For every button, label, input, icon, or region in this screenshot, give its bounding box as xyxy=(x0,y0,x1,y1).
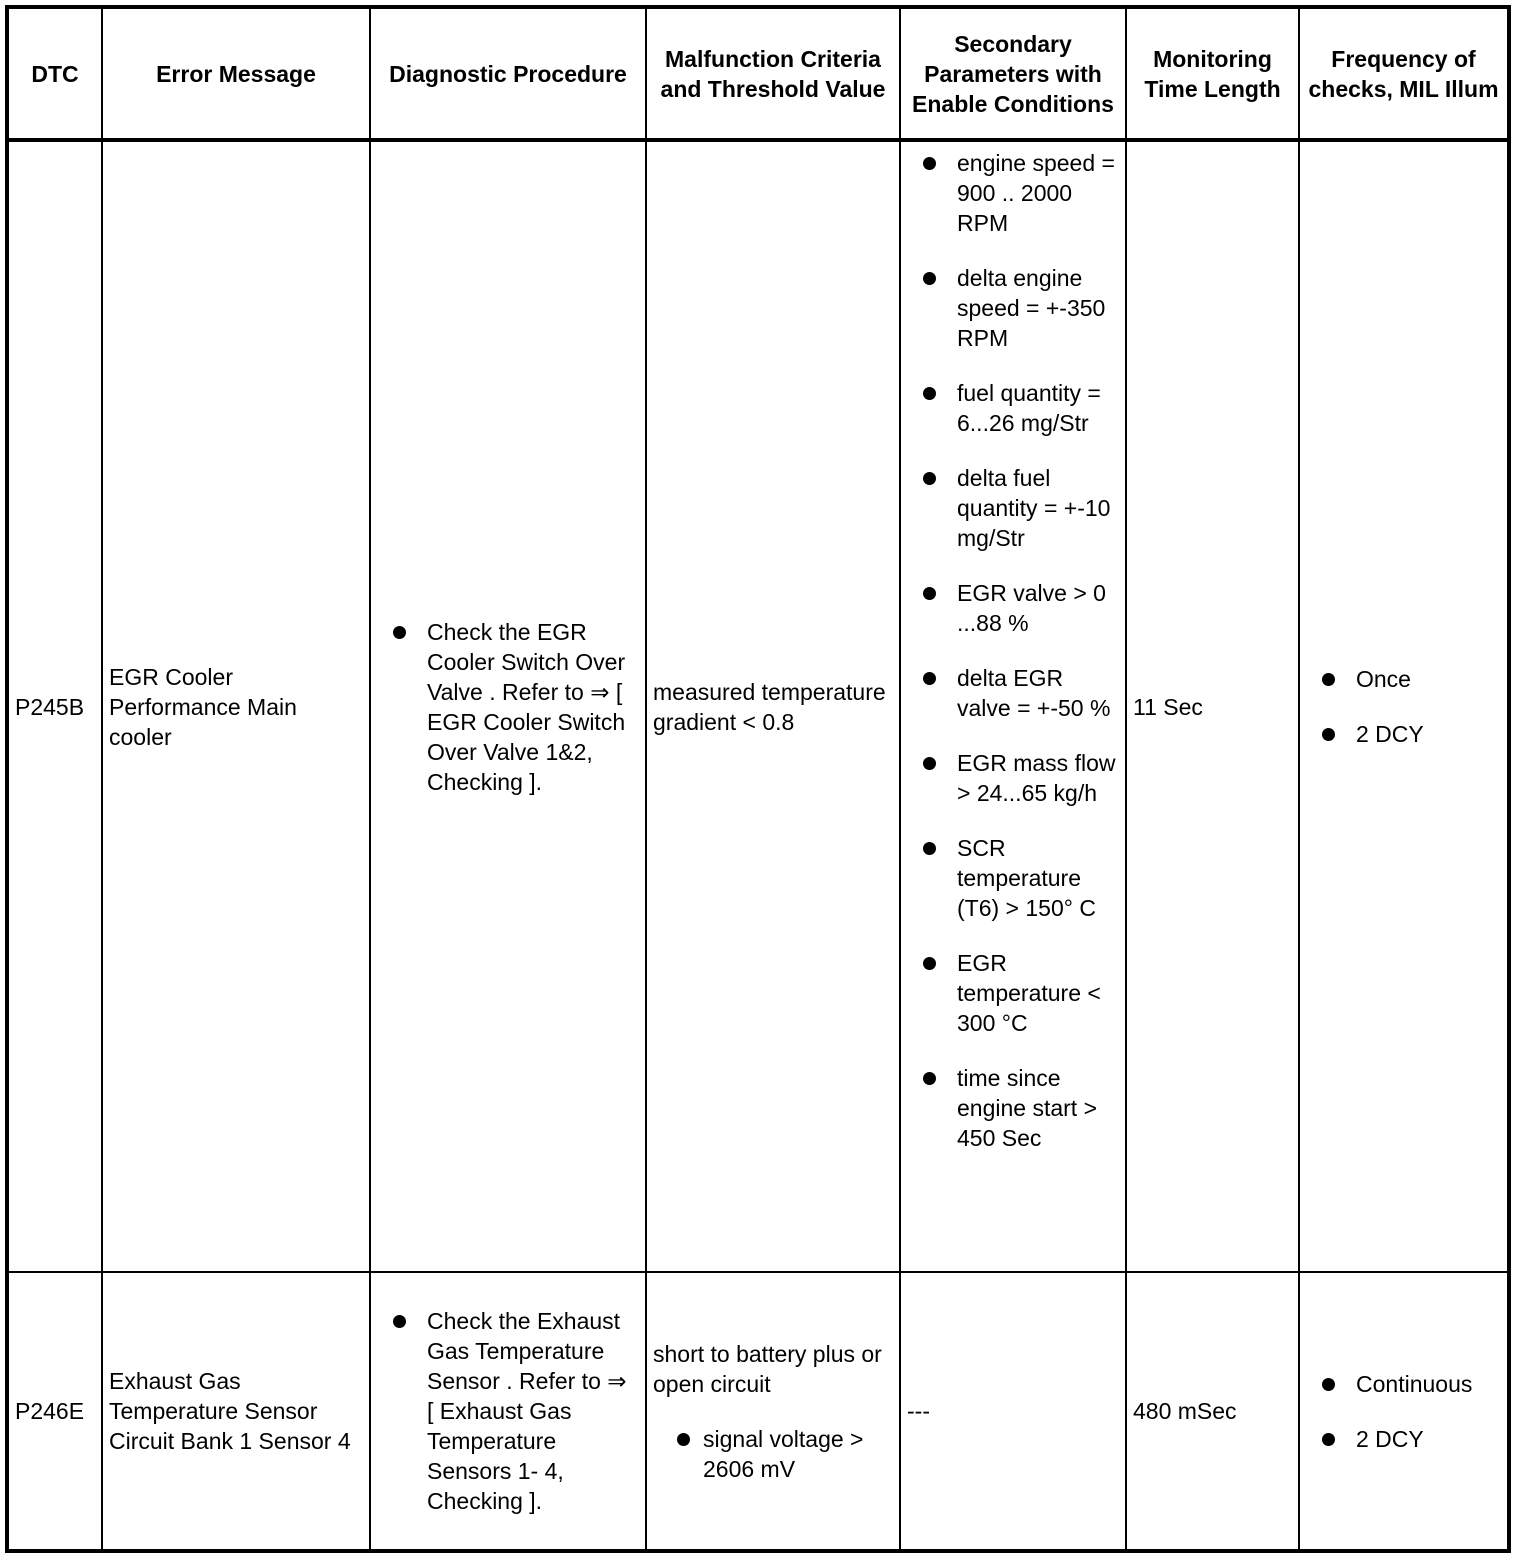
list-item xyxy=(1306,1369,1501,1399)
list-item xyxy=(907,378,1123,438)
procedure-list xyxy=(377,1306,639,1516)
diagnostic-procedure xyxy=(370,140,646,1272)
parameter-text: SCR temperature (T6) > 150° C xyxy=(957,835,1096,921)
parameter-list xyxy=(907,148,1123,1153)
bullet-icon xyxy=(923,957,936,970)
table-row xyxy=(7,1272,1509,1551)
malfunction-criteria xyxy=(646,140,900,1272)
bullet-icon xyxy=(1322,1433,1335,1446)
list-item xyxy=(377,617,639,797)
parameter-text: EGR temperature < 300 °C xyxy=(957,950,1101,1036)
bullet-icon xyxy=(393,1315,406,1328)
frequency-list xyxy=(1306,1369,1501,1454)
list-item xyxy=(377,1306,639,1516)
bullet-icon xyxy=(1322,728,1335,741)
bullet-icon xyxy=(923,1072,936,1085)
list-item xyxy=(907,1063,1123,1153)
bullet-icon xyxy=(923,842,936,855)
header-diagnostic-procedure: Diagnostic Procedure xyxy=(370,7,646,140)
parameter-text: delta engine speed = +-350 RPM xyxy=(957,265,1106,351)
secondary-parameters xyxy=(900,140,1126,1272)
bullet-icon xyxy=(923,672,936,685)
frequency-text: 2 DCY xyxy=(1356,721,1424,747)
secondary-parameters: --- xyxy=(900,1272,1126,1551)
criteria-bullet-text: signal voltage > 2606 mV xyxy=(703,1425,864,1482)
frequency-text: 2 DCY xyxy=(1356,1425,1424,1452)
bullet-icon xyxy=(923,757,936,770)
frequency xyxy=(1299,140,1509,1272)
parameter-text: delta fuel quantity = +-10 mg/Str xyxy=(957,465,1111,551)
list-item xyxy=(1306,664,1501,694)
bullet-icon xyxy=(923,472,936,485)
criteria-text: measured temperature gradient < 0.8 xyxy=(653,678,886,735)
list-item xyxy=(653,1424,893,1484)
dtc-code: P245B xyxy=(7,140,102,1272)
list-item xyxy=(1306,1424,1501,1454)
list-item xyxy=(907,833,1123,923)
parameter-text: EGR valve > 0 ...88 % xyxy=(957,580,1106,636)
dtc-table xyxy=(5,5,1511,1553)
parameter-text: time since engine start > 450 Sec xyxy=(957,1065,1098,1151)
frequency-text: Once xyxy=(1356,666,1411,692)
header-frequency: Frequency of checks, MIL Illum xyxy=(1299,7,1509,140)
list-item xyxy=(907,748,1123,808)
bullet-icon xyxy=(923,157,936,170)
bullet-icon xyxy=(1322,1378,1335,1391)
malfunction-criteria xyxy=(646,1272,900,1551)
bullet-icon xyxy=(677,1433,690,1446)
bullet-icon xyxy=(923,272,936,285)
list-item xyxy=(907,578,1123,638)
bullet-icon xyxy=(923,387,936,400)
bullet-icon xyxy=(923,587,936,600)
list-item xyxy=(907,148,1123,238)
header-monitoring-time: Monitoring Time Length xyxy=(1126,7,1299,140)
list-item xyxy=(1306,719,1501,749)
error-message: EGR Cooler Performance Main cooler xyxy=(102,140,370,1272)
criteria-text: short to battery plus or open circuit xyxy=(653,1340,882,1397)
header-dtc: DTC xyxy=(7,7,102,140)
bullet-icon xyxy=(1322,673,1335,686)
parameter-text: fuel quantity = 6...26 mg/Str xyxy=(957,380,1101,436)
frequency-list xyxy=(1306,664,1501,749)
bullet-icon xyxy=(393,626,406,639)
procedure-text: Check the EGR Cooler Switch Over Valve . Refer to ⇒ [ EGR Cooler Switch Over Valve 1&2, Checking ]. xyxy=(427,618,626,795)
header-row xyxy=(7,7,1509,140)
dtc-code: P246E xyxy=(7,1272,102,1551)
criteria-list xyxy=(653,1424,893,1484)
list-item xyxy=(907,948,1123,1038)
frequency-text: Continuous xyxy=(1356,1370,1473,1397)
header-malfunction-criteria: Malfunction Criteria and Threshold Value xyxy=(646,7,900,140)
parameter-text: engine speed = 900 .. 2000 RPM xyxy=(957,150,1115,236)
monitoring-time: 480 mSec xyxy=(1126,1272,1299,1551)
list-item xyxy=(907,463,1123,553)
header-error-message: Error Message xyxy=(102,7,370,140)
parameter-text: EGR mass flow > 24...65 kg/h xyxy=(957,750,1116,806)
procedure-text: Check the Exhaust Gas Temperature Sensor . Refer to ⇒ [ Exhaust Gas Temperature Sensors 1- 4, Checking ]. xyxy=(427,1308,627,1514)
header-secondary-parameters: Secondary Parameters with Enable Conditions xyxy=(900,7,1126,140)
table-row xyxy=(7,140,1509,1272)
frequency xyxy=(1299,1272,1509,1551)
diagnostic-procedure xyxy=(370,1272,646,1551)
parameter-text: delta EGR valve = +-50 % xyxy=(957,665,1111,721)
error-message: Exhaust Gas Temperature Sensor Circuit Bank 1 Sensor 4 xyxy=(102,1272,370,1551)
list-item xyxy=(907,663,1123,723)
list-item xyxy=(907,263,1123,353)
monitoring-time: 11 Sec xyxy=(1126,140,1299,1272)
procedure-list xyxy=(377,617,639,797)
